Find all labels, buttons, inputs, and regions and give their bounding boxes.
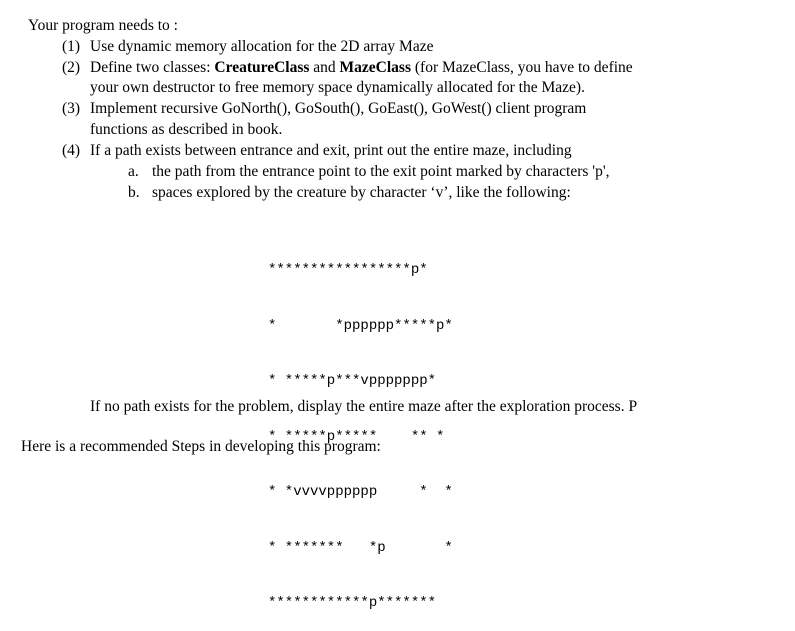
maze-row: * *****p***vppppppp* (268, 373, 437, 389)
item-2-number: (2) (62, 59, 81, 76)
item-1-number: (1) (62, 38, 81, 55)
item-2-continuation: your own destructor to free memory space dynamically allocated for the Maze). (90, 79, 585, 96)
item-4-text: If a path exists between entrance and exit, print out the entire maze, including (90, 142, 572, 159)
maze-row: * *****p***** ** * (268, 428, 445, 445)
subitem-a-text: the path from the entrance point to the exit point marked by characters 'p', (152, 163, 610, 180)
maze-row: * *pppppp*****p* (268, 317, 453, 334)
item-4-number: (4) (62, 142, 81, 159)
subitem-a-letter: a. (128, 163, 139, 180)
subitem-b-letter: b. (128, 184, 140, 201)
creature-class-name: CreatureClass (214, 59, 310, 76)
item-2-text (90, 59, 633, 77)
maze-class-name: MazeClass (339, 59, 411, 76)
maze-row: ************p******* (268, 595, 437, 611)
maze-row: *****************p* (268, 262, 428, 278)
item-3-text: Implement recursive GoNorth(), GoSouth(), GoEast(), GoWest() client program (90, 100, 587, 117)
maze-example (268, 224, 453, 631)
intro-text: Your program needs to : (28, 17, 178, 34)
item-1-text: Use dynamic memory allocation for the 2D array Maze (90, 38, 434, 55)
item-3-number: (3) (62, 100, 81, 117)
maze-row: * *vvvvpppppp * * (268, 484, 453, 500)
item-2-mid: and (309, 59, 340, 76)
maze-row: * ******* *p * (268, 539, 453, 556)
item-3-continuation: functions as described in book. (90, 121, 283, 138)
item-2-post: (for MazeClass, you have to define (411, 59, 633, 76)
no-path-text: If no path exists for the problem, display the entire maze after the exploration process. P (90, 398, 638, 415)
item-2-pre: Define two classes: (90, 59, 215, 76)
subitem-b-text: spaces explored by the creature by character ‘v’, like the following: (152, 184, 571, 201)
steps-text: Here is a recommended Steps in developing this program: (21, 438, 381, 455)
